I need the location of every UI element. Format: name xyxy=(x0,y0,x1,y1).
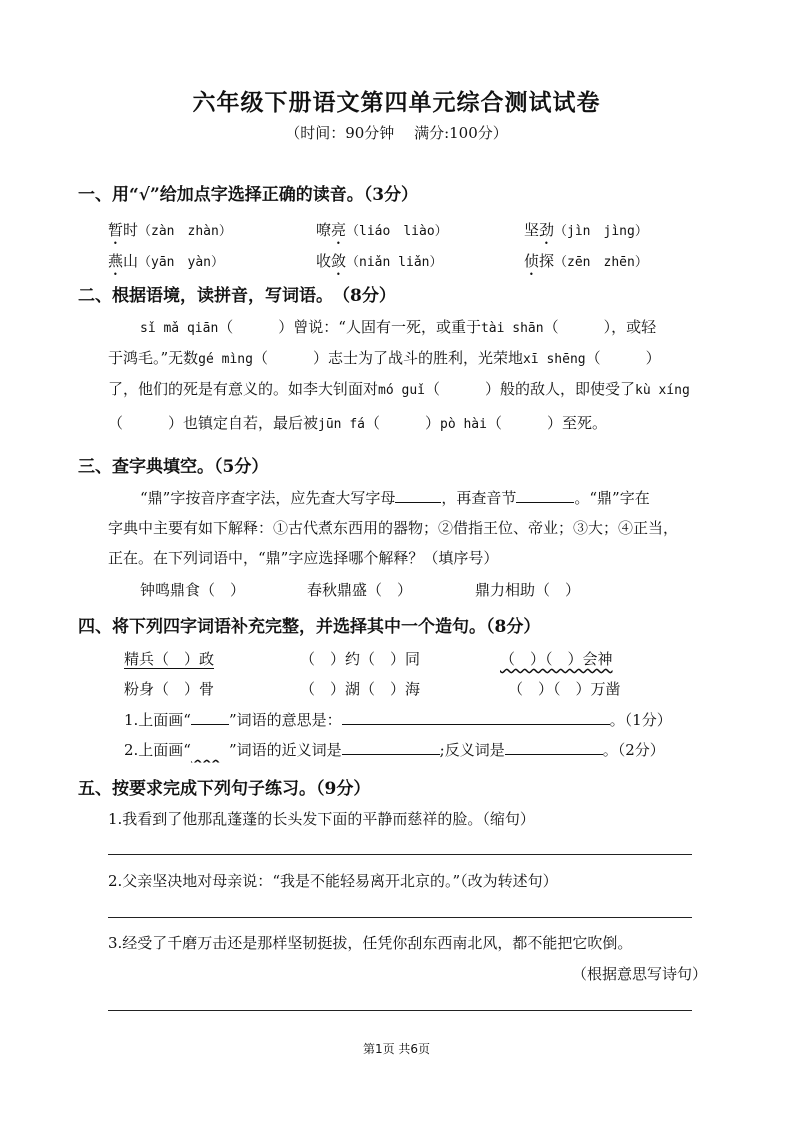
page-footer: 第1页 共6页 xyxy=(362,1042,431,1056)
answer-text[interactable]: （ ），或轻 xyxy=(543,318,657,336)
pinyin-options: （zēn zhēn） xyxy=(554,255,648,270)
s4-question-2 xyxy=(124,739,665,760)
section-3-heading: 三、查字典填空。（5分） xyxy=(78,457,269,477)
idiom-5[interactable]: （ ）湖（ ）海 xyxy=(300,680,421,698)
pinyin-prompt: gé mìng xyxy=(198,352,253,367)
answer-text[interactable]: （ ）般的敌人，即使受了 xyxy=(424,380,635,398)
wavy-underline-sample xyxy=(191,739,229,760)
char: 坚 xyxy=(524,221,540,239)
char: 嘹 xyxy=(316,221,332,239)
pinyin-prompt: xī shēng xyxy=(522,352,586,367)
text: ;反义词是 xyxy=(439,741,505,759)
section-5-heading: 五、按要求完成下列句子练习。（9分） xyxy=(78,779,371,799)
pinyin-options: （niǎn liǎn） xyxy=(346,255,443,270)
answer-text[interactable]: （ ）至死。 xyxy=(486,414,607,432)
text: 1.上面画“ xyxy=(124,711,191,729)
s3-line-1 xyxy=(140,487,650,508)
s3-line-2: 字典中主要有如下解释：①古代煮东西用的器物；②借指王位、帝业；③大；④正当， xyxy=(108,519,679,537)
pinyin-prompt: pò hài xyxy=(440,417,487,432)
section-2-heading: 二、根据语境，读拼音，写词语。 （8分） xyxy=(78,286,396,306)
dotted-char: 敛 xyxy=(331,252,347,270)
straight-underline-sample xyxy=(191,712,229,725)
s4-question-1 xyxy=(124,709,672,730)
s1-item-3 xyxy=(524,219,648,248)
text: ，再查音节 xyxy=(441,489,517,507)
answer-blank[interactable] xyxy=(342,740,440,755)
pinyin-prompt: tài shān xyxy=(480,321,544,336)
text: 。（1分） xyxy=(609,711,672,729)
dotted-char: 侦 xyxy=(524,252,540,270)
text: 于鸿毛。”无数 xyxy=(108,349,199,367)
idiom-3[interactable]: （ ）（ ）会神 xyxy=(500,650,613,668)
char: 收 xyxy=(316,252,332,270)
s1-item-6 xyxy=(524,250,648,279)
s2-line-4 xyxy=(108,412,607,433)
answer-blank[interactable] xyxy=(505,740,603,755)
s1-item-5 xyxy=(316,250,442,279)
s5-question-3: 3.经受了千磨万击还是那样坚韧挺拔，任凭你刮东西南北风，都不能把它吹倒。 xyxy=(108,934,633,952)
text: 。（2分） xyxy=(602,741,665,759)
pinyin-options: （liáo liào） xyxy=(346,224,448,239)
pinyin-prompt: sǐ mǎ qiān xyxy=(140,321,219,336)
pinyin-options: （yān yàn） xyxy=(138,255,224,270)
idiom-6[interactable]: （ ）（ ）万凿 xyxy=(508,680,621,698)
text: 。“鼎”字在 xyxy=(574,489,650,507)
text: 2.上面画“ xyxy=(124,741,191,759)
section-1-heading: 一、用“√”给加点字选择正确的读音。（3分） xyxy=(78,185,419,205)
answer-blank[interactable] xyxy=(516,488,574,503)
s5-question-3-note: （根据意思写诗句） xyxy=(571,965,707,983)
text: ”词语的意思是： xyxy=(228,711,342,729)
pinyin-options: （jìn jìng） xyxy=(554,224,648,239)
idiom-2[interactable]: （ ）约（ ）同 xyxy=(300,650,421,668)
dotted-char: 劲 xyxy=(539,221,555,239)
char: 探 xyxy=(539,252,555,270)
s3-word-3[interactable]: 鼎力相助（ ） xyxy=(475,581,581,599)
dotted-char: 燕 xyxy=(108,252,124,270)
answer-text[interactable]: （ ）也镇定自若，最后被 xyxy=(108,414,319,432)
answer-text[interactable]: （ ）曾说：“人固有一死，或重于 xyxy=(218,318,481,336)
pinyin-prompt: mó guǐ xyxy=(378,383,425,398)
idiom-1[interactable]: 精兵（ ）政 xyxy=(124,650,215,668)
text: “鼎”字按音序查字法，应先查大写字母 xyxy=(140,489,396,507)
answer-line-1[interactable] xyxy=(108,854,692,855)
answer-line-3[interactable] xyxy=(108,1010,692,1011)
dotted-char: 暂 xyxy=(108,221,124,239)
s1-item-2 xyxy=(316,219,448,248)
text: 了，他们的死是有意义的。如李大钊面对 xyxy=(108,380,379,398)
dotted-char: 亮 xyxy=(331,221,347,239)
answer-text[interactable]: （ ）志士为了战斗的胜利，光荣地 xyxy=(252,349,523,367)
page-title: 六年级下册语文第四单元综合测试试卷 xyxy=(192,89,601,116)
s3-line-3: 正在。在下列词语中，“鼎”字应选择哪个解释？（填序号） xyxy=(108,549,499,567)
char: 时 xyxy=(123,221,139,239)
pinyin-prompt: jūn fá xyxy=(318,417,365,432)
s3-word-1[interactable]: 钟鸣鼎食（ ） xyxy=(140,581,246,599)
s2-line-1 xyxy=(140,316,656,337)
s2-line-2 xyxy=(108,347,661,368)
s2-line-3 xyxy=(108,378,690,399)
s1-item-4 xyxy=(108,250,224,279)
s5-question-1: 1.我看到了他那乱蓬蓬的长头发下面的平静而慈祥的脸。（缩句） xyxy=(108,810,535,828)
s1-item-1 xyxy=(108,219,232,248)
s3-word-2[interactable]: 春秋鼎盛（ ） xyxy=(307,581,413,599)
pinyin-options: （zàn zhàn） xyxy=(138,224,232,239)
section-4-heading: 四、将下列四字词语补充完整，并选择其中一个造句。（8分） xyxy=(78,617,541,637)
answer-blank[interactable] xyxy=(342,710,610,725)
answer-blank[interactable]: （ ） xyxy=(364,414,440,432)
answer-line-2[interactable] xyxy=(108,917,692,918)
idiom-4[interactable]: 粉身（ ）骨 xyxy=(124,680,215,698)
pinyin-prompt: kù xíng xyxy=(635,383,690,398)
answer-blank[interactable]: （ ） xyxy=(585,349,661,367)
text: ”词语的近义词是 xyxy=(228,741,342,759)
char: 山 xyxy=(123,252,139,270)
answer-blank[interactable] xyxy=(395,488,441,503)
s5-question-2: 2.父亲坚决地对母亲说：“我是不能轻易离开北京的。”（改为转述句） xyxy=(108,872,558,890)
exam-info: （时间：90分钟 满分:100分） xyxy=(285,124,508,142)
